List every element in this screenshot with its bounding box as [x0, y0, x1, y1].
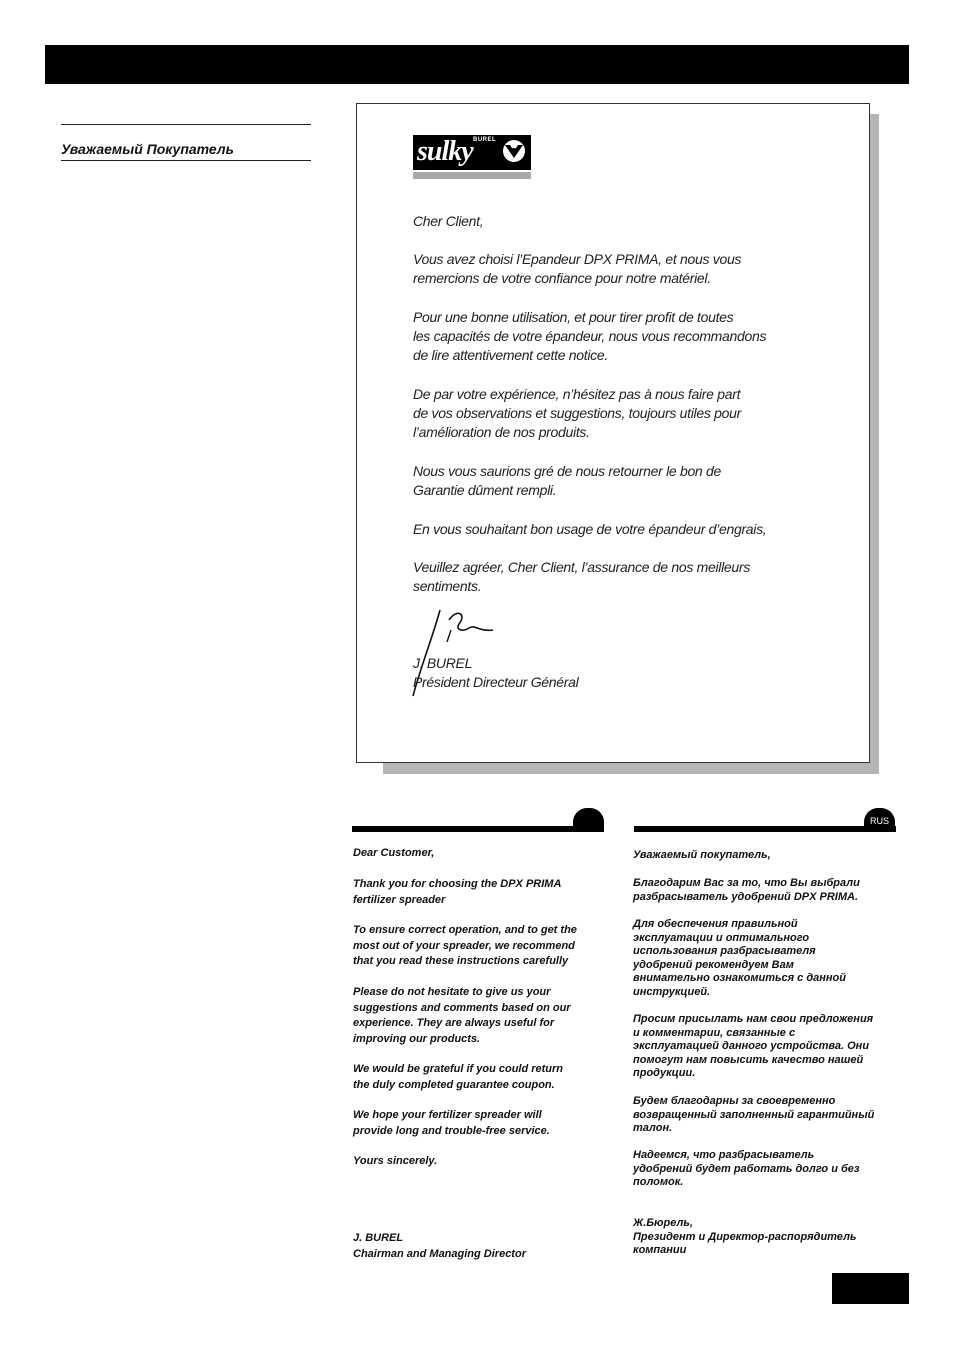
russian-paragraph-5: Надеемся, что разбрасыватель удобрений будет работать долго и без поломок. — [633, 1149, 860, 1189]
letter-paragraph-2: Pour une bonne utilisation, et pour tirer profit de toutes les capacités de votre épandeur, nous vous recommandons de lire attentivement cette notice. — [413, 309, 767, 363]
english-language-badge — [573, 808, 604, 832]
russian-column-rule — [634, 826, 896, 832]
english-paragraph-1: Thank you for choosing the DPX PRIMA fertilizer spreader — [353, 878, 562, 906]
english-paragraph-5: We hope your fertilizer spreader will provide long and trouble-free service. — [353, 1109, 550, 1137]
letter-paragraph-3: De par votre expérience, n’hésitez pas à nous faire part de vos observations et suggestions, toujours utiles pour l’amélioration de nos produits. — [413, 386, 741, 440]
side-title: Уважаемый Покупатель — [61, 141, 234, 157]
russian-language-badge: RUS — [864, 808, 895, 832]
side-rule-top — [61, 124, 311, 125]
english-column-rule — [352, 826, 603, 832]
letter-paragraph-6: Veuillez agréer, Cher Client, l’assurance de nos meilleurs sentiments. — [413, 559, 750, 594]
english-paragraph-3: Please do not hesitate to give us your suggestions and comments based on our experience. They are always useful for improving our products. — [353, 986, 571, 1045]
side-rule-bottom — [61, 160, 311, 161]
sulky-logo — [413, 135, 531, 179]
page-number-box — [832, 1273, 909, 1304]
logo-sub: BUREL — [473, 137, 497, 143]
english-paragraph-2: To ensure correct operation, and to get the most out of your spreader, we recommend that you read these instructions carefully — [353, 924, 577, 967]
english-paragraph-6: Yours sincerely. — [353, 1155, 438, 1167]
logo-emblem-icon — [501, 138, 527, 164]
header-bar — [45, 45, 909, 84]
letter-card — [356, 103, 870, 763]
russian-signatory: Ж.Бюрель, Президент и Директор-распорядитель компании — [633, 1217, 857, 1257]
letter-signatory: J. BUREL Président Directeur Général — [413, 655, 579, 690]
russian-paragraph-1: Благодарим Вас за то, что Вы выбрали разбрасыватель удобрений DPX PRIMA. — [633, 877, 860, 903]
letter-paragraph-1: Vous avez choisi l’Epandeur DPX PRIMA, et nous vous remercions de votre confiance pour notre matériel. — [413, 251, 742, 286]
letter-paragraph-5: En vous souhaitant bon usage de votre épandeur d’engrais, — [413, 521, 767, 537]
letter-paragraph-4: Nous vous saurions gré de nous retourner le bon de Garantie dûment rempli. — [413, 463, 721, 498]
english-greeting: Dear Customer, — [353, 847, 435, 859]
russian-paragraph-3: Просим присылать нам свои предложения и комментарии, связанные с эксплуатацией данного устройства. Они помогут нам повысить качество нашей продукции. — [633, 1013, 874, 1080]
letter-greeting: Cher Client, — [413, 213, 484, 229]
russian-greeting: Уважаемый покупатель, — [633, 849, 771, 861]
russian-paragraph-2: Для обеспечения правильной эксплуатации и оптимального использования разбрасывателя удобрений рекомендуем Вам внимательно ознакомиться с данной инструкцией. — [633, 918, 846, 998]
english-paragraph-4: We would be grateful if you could return the duly completed guarantee coupon. — [353, 1063, 564, 1091]
russian-paragraph-4: Будем благодарны за своевременно возвращенный заполненный гарантийный талон. — [633, 1095, 875, 1135]
logo-brand: sulky — [417, 136, 473, 167]
english-signatory: J. BUREL Chairman and Managing Director — [353, 1232, 526, 1260]
logo-underline — [413, 172, 531, 179]
